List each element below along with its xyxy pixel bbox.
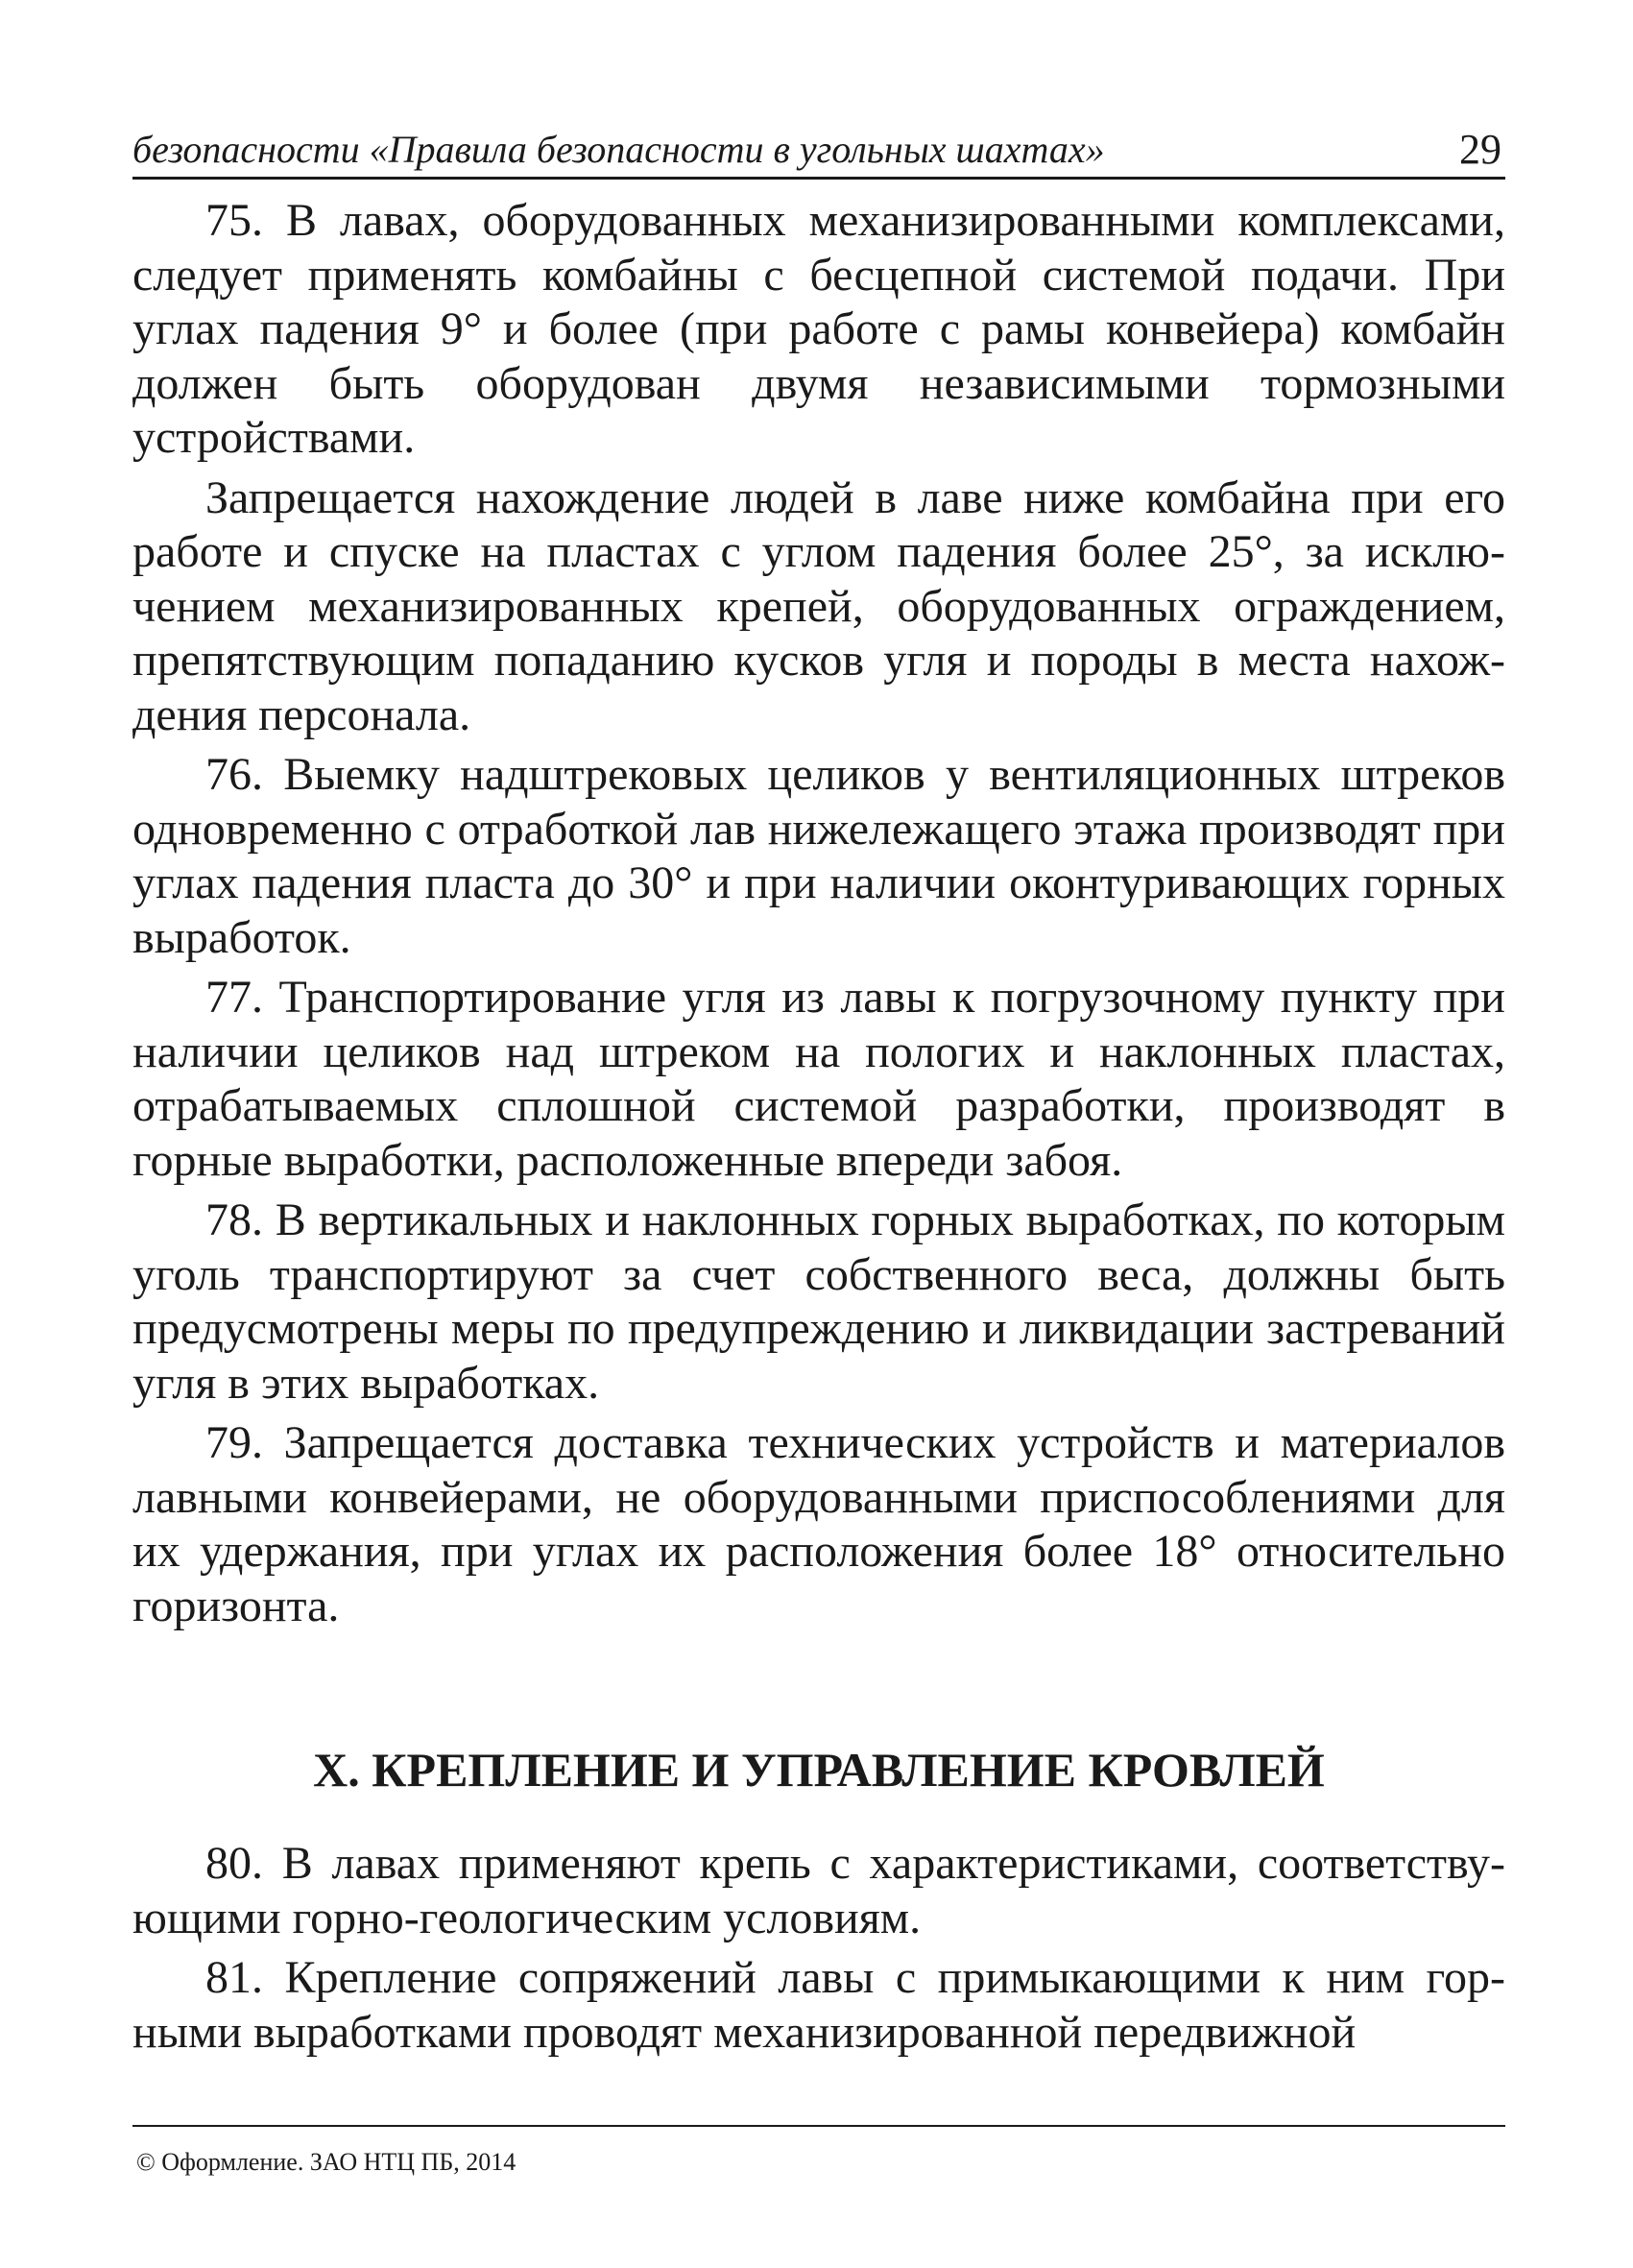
paragraph-78: 78. В вертикальных и наклонных горных выработках, по которым уголь транспортируют за счет собственного веса, должны быть предусмотрены меры по предупреждению и ликвидации застреваний угля в этих выработках. [132,1194,1505,1409]
footer-rule [132,2125,1505,2127]
paragraph-75-continued: Запрещается нахождение людей в лаве ниже комбайна при его работе и спуске на пластах с углом падения более 25°, за исключением механизированных крепей, оборудованных ограждением, препятствующим попаданию кусков угля и породы в места нахождения персонала. [132,471,1505,740]
paragraph-77: 77. Транспортирование угля из лавы к погрузочному пункту при наличии целиков над штреком на пологих и наклонных пластах, отрабатываемых сплошной системой разработки, производят в горные выработки, расположенные впереди забоя. [132,972,1505,1186]
running-header [132,123,1505,180]
paragraph-81: 81. Крепление сопряжений лавы с примыкающими к ним горными выработками проводят механизированной передвижной [132,1952,1505,2058]
paragraph-76: 76. Выемку надштрековых целиков у вентиляционных штреков одновременно с отработкой лав нижележащего этажа производят при углах падения пласта до 30° и при наличии оконтуривающих горных выработок. [132,749,1505,963]
footer-copyright: © Оформление. ЗАО НТЦ ПБ, 2014 [136,2148,516,2176]
paragraph-80: 80. В лавах применяют крепь с характеристиками, соответствующими горно-геологическим условиям. [132,1838,1505,1943]
running-title: безопасности «Правила безопасности в угольных шахтах» [132,128,1105,171]
page-content [132,194,1505,2065]
paragraph-79: 79. Запрещается доставка технических устройств и материалов лавными конвейерами, не оборудованными приспособлениями для их удержания, при углах их расположения более 18° относительно горизонта. [132,1417,1505,1631]
page-number: 29 [1459,126,1501,173]
paragraph-75: 75. В лавах, оборудованных механизированными комплексами, следует применять комбайны с бесцепной системой подачи. При углах падения 9° и более (при работе с рамы конвейера) комбайн должен быть оборудован двумя независимыми тормозными устройствами. [132,195,1505,463]
section-heading: X. КРЕПЛЕНИЕ И УПРАВЛЕНИЕ КРОВЛЕЙ [313,1743,1325,1797]
